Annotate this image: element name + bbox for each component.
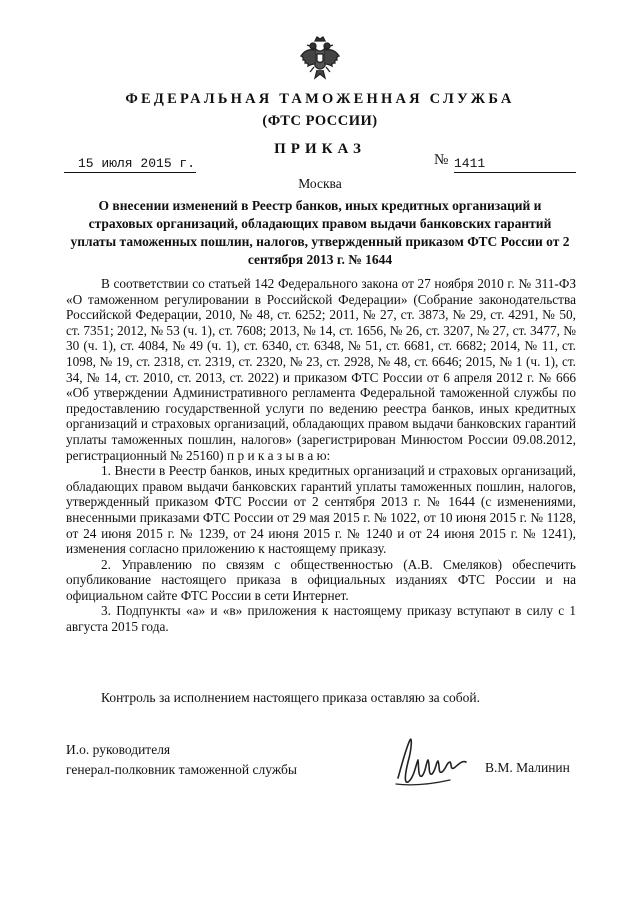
item-1-paragraph: 1. Внести в Реестр банков, иных кредитных организаций и страховых организаций, обладающих правом выдачи банковских гарантий уплаты таможенных пошлин, налогов, утвержденный приказом ФТС России от 2 сентября 2013 г. № 1644 (с изменениями, внесенными приказами ФТС России от 29 мая 2015 г. № 1022, от 10 июня 2015 г. № 1128, от 24 июня 2015 г. № 1239, от 24 июня 2015 г. № 1240 и от 24 июня 2015 г. № 1241), изменения согласно приложению к настоящему приказу. xyxy=(66,463,576,557)
document-date: 15 июля 2015 г. xyxy=(64,156,196,173)
handwritten-signature-icon xyxy=(392,734,482,790)
number-value: 1411 xyxy=(454,156,576,173)
document-type: ПРИКАЗ xyxy=(274,141,366,157)
position-line-1: И.о. руководителя xyxy=(66,742,171,757)
preamble-paragraph: В соответствии со статьей 142 Федерального закона от 27 ноября 2010 г. № 311-ФЗ «О таможенном регулировании в Российской Федерации» (Собрание законодательства Российской Федерации, 2010, № 48, ст. 6252; 2011, № 27, ст. 3873, № 29, ст. 4291, № 50, ст. 7351; 2012, № 53 (ч. 1), ст. 7608; 2013, № 14, ст. 1656, № 26, ст. 3207, № 27, ст. 3477, № 30 (ч. 1), ст. 4084, № 49 (ч. 1), ст. 6340, ст. 6348, № 51, ст. 6681, ст. 6682; 2014, № 11, ст. 1098, № 19, ст. 2318, ст. 2319, ст. 2320, № 23, ст. 2928, № 48, ст. 6646; 2015, № 1 (ч. 1), ст. 34, № 14, ст. 2010, ст. 2013, ст. 2022) и приказом ФТС России от 6 апреля 2012 г. № 666 «Об утверждении Административного регламента Федеральной таможенной службы по предоставлению государственной услуги по ведению реестра банков, иных кредитных организаций и страховых организаций, обладающих правом выдачи банковских гарантий уплаты таможенных пошлин, налогов» (зарегистрирован Минюстом России 09.08.2012, регистрационный № 25160) п р и к а з ы в а ю: xyxy=(66,276,576,463)
signer-name: В.М. Малинин xyxy=(485,760,570,775)
item-2-paragraph: 2. Управлению по связям с общественностью (А.В. Смеляков) обеспечить опубликование настоящего приказа в официальных изданиях ФТС России и на официальном сайте ФТС России в сети Интернет. xyxy=(66,556,576,603)
document-title: О внесении изменений в Реестр банков, иных кредитных организаций и страховых организаций, обладающих правом выдачи банковских гарантий уплаты таможенных пошлин, налогов, утвержденный приказом ФТС России от 2 сентября 2013 г. № 1644 xyxy=(70,198,570,267)
signatory-position xyxy=(66,740,297,780)
city: Москва xyxy=(298,176,342,191)
coat-of-arms-icon xyxy=(298,34,342,86)
control-statement: Контроль за исполнением настоящего приказа оставляю за собой. xyxy=(101,690,480,705)
agency-name: ФЕДЕРАЛЬНАЯ ТАМОЖЕННАЯ СЛУЖБА xyxy=(125,91,515,107)
agency-short-name: (ФТС РОССИИ) xyxy=(262,113,378,129)
number-sign: № xyxy=(434,152,449,168)
document-body xyxy=(66,276,576,635)
item-3-paragraph: 3. Подпункты «а» и «в» приложения к настоящему приказу вступают в силу с 1 августа 2015 года. xyxy=(66,603,576,635)
position-line-2: генерал-полковник таможенной службы xyxy=(66,762,297,777)
